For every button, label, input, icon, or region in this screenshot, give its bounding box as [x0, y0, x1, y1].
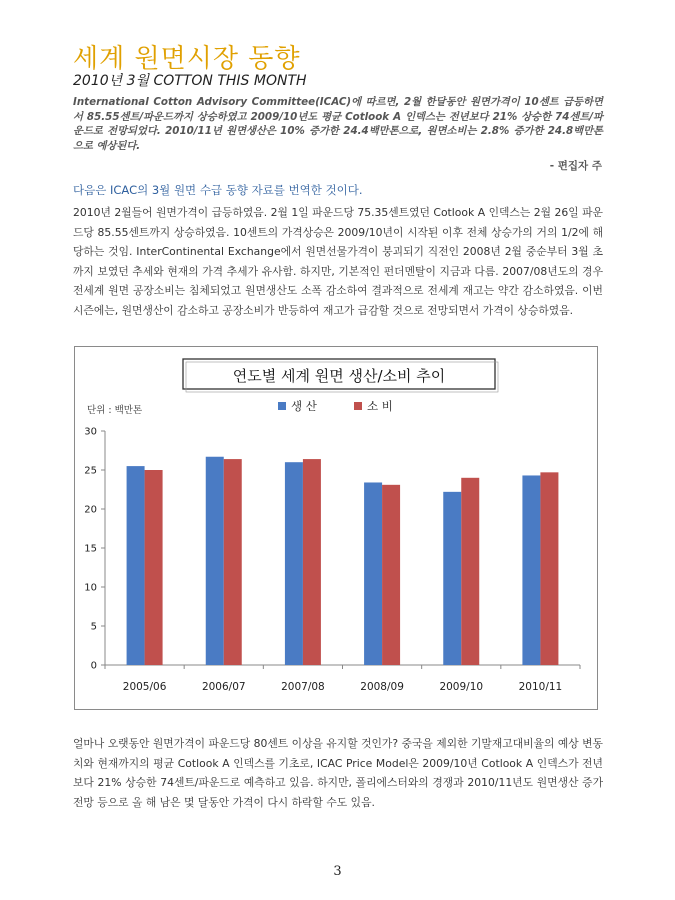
- y-tick-label: 0: [90, 660, 97, 672]
- consumption-bar: [540, 472, 558, 665]
- editor-note: - 편집자 주: [549, 160, 602, 172]
- chart-bars: [127, 457, 559, 665]
- consumption-bar: [145, 470, 163, 665]
- legend-label: 소 비: [367, 399, 393, 413]
- intro-paragraph: International Cotton Advisory Committee(ICAC)에 따르면, 2월 한달동안 원면가격이 10센트 급등하면서 85.55센트/파운드까지 상승하였고 2009/10년도 평균 Cotlook A 인덱스는 전년보다 21% 상승한 74센트/파운드로 전망되었다. 2010/11년 원면생산은 10% 증가한 24.4백만톤으로, 원면소비는 2.8% 증가한 24.8백만톤으로 예상된다.: [73, 96, 603, 152]
- page-subtitle: 2010년 3월 COTTON THIS MONTH: [73, 73, 307, 89]
- bar-chart: [75, 347, 597, 709]
- consumption-bar: [224, 459, 242, 665]
- chart-title: 연도별 세계 원면 생산/소비 추이: [232, 367, 446, 385]
- legend-label: 생 산: [291, 399, 317, 413]
- y-tick-label: 5: [90, 621, 97, 633]
- body-paragraph-2: 얼마나 오랫동안 원면가격이 파운드당 80센트 이상을 유지할 것인가? 중국을 제외한 기말재고대비율의 예상 변동치와 현재까지의 평균 Cotlook A 인덱스를 기초로, ICAC Price Model은 2009/10년 Cotlook A 인덱스가 전년보다 21% 상승한 74센트/파운드로 예측하고 있음. 하지만, 폴리에스터와의 경쟁과 2010/11년도 원면생산 증가 전망 등으로 올 해 남은 몇 달동안 가격이 다시 하락할 수도 있음.: [73, 737, 603, 809]
- consumption-bar: [382, 485, 400, 665]
- x-tick-label: 2006/07: [201, 681, 246, 693]
- x-tick-label: 2009/10: [439, 681, 484, 693]
- chart-unit-label: 단위 : 백만톤: [87, 405, 143, 416]
- y-tick-label: 20: [84, 504, 97, 516]
- y-tick-label: 15: [84, 543, 97, 555]
- page-title: 세계 원면시장 동향: [73, 44, 301, 74]
- legend-swatch: [354, 402, 362, 410]
- x-tick-label: 2008/09: [360, 681, 404, 693]
- body-paragraph-1: 2010년 2월들어 원면가격이 급등하였음. 2월 1일 파운드당 75.35센트였던 Cotlook A 인덱스는 2월 26일 파운드당 85.55센트까지 상승하였음. 10센트의 가격상승은 2009/10년이 시작된 이후 전체 상승가의 거의 1/2에 해당하는 것임. InterContinental Exchange에서 원면선물가격이 붕괴되기 직전인 2008년 2월 중순부터 3월 초까지 보였던 추세와 현재의 가격 추세가 유사함. 하지만, 기본적인 펀더멘탈이 지금과 다름. 2007/08년도의 경우 전세계 원면 공장소비는 침체되었고 원면생산도 소폭 감소하여 결과적으로 전세계 재고는 약간 감소하였음. 이번 시즌에는, 원면생산이 감소하고 공장소비가 반등하여 재고가 급감할 것으로 전망되면서 가격이 상승하였음.: [73, 206, 603, 317]
- y-tick-label: 25: [84, 465, 97, 477]
- legend-swatch: [278, 402, 286, 410]
- chart-frame: [74, 346, 598, 710]
- section-heading: 다음은 ICAC의 3월 원면 수급 동향 자료를 번역한 것이다.: [73, 183, 363, 197]
- x-tick-label: 2007/08: [281, 681, 325, 693]
- production-bar: [285, 462, 303, 665]
- production-bar: [206, 457, 224, 665]
- production-bar: [127, 466, 145, 665]
- production-bar: [443, 492, 461, 665]
- production-bar: [522, 475, 540, 665]
- y-tick-label: 30: [84, 426, 97, 438]
- page-number: 3: [333, 864, 342, 879]
- x-tick-label: 2005/06: [122, 681, 167, 693]
- x-tick-label: 2010/11: [518, 681, 563, 693]
- production-bar: [364, 482, 382, 665]
- consumption-bar: [461, 478, 479, 665]
- consumption-bar: [303, 459, 321, 665]
- chart-legend: [278, 399, 393, 413]
- y-tick-label: 10: [84, 582, 97, 594]
